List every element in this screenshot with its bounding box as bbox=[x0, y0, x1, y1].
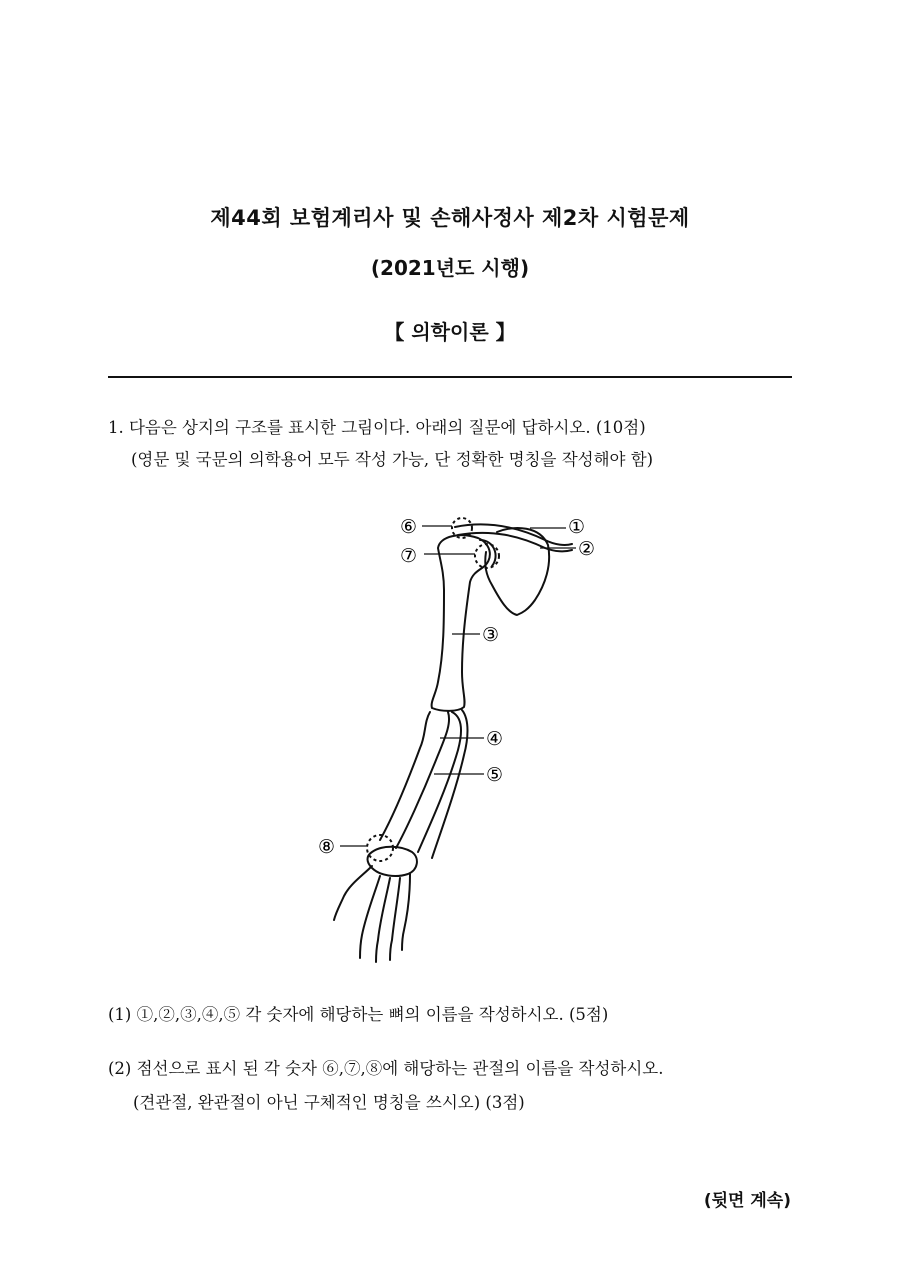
thumb-shape bbox=[334, 866, 372, 920]
question-1-prompt: 1. 다음은 상지의 구조를 표시한 그림이다. 아래의 질문에 답하시오. (10점) bbox=[108, 418, 646, 437]
finger-3-shape bbox=[390, 878, 400, 960]
ulna-shape bbox=[380, 712, 449, 848]
figure-label-1: ① bbox=[568, 516, 586, 538]
finger-2-shape bbox=[376, 878, 390, 962]
figure-label-2: ② bbox=[578, 538, 596, 560]
exam-title: 제44회 보험계리사 및 손해사정사 제2차 시험문제 bbox=[210, 206, 690, 230]
subquestion-2-note: (견관절, 완관절이 아닌 구체적인 명칭을 쓰시오) (3점) bbox=[133, 1093, 525, 1112]
figure-label-4: ④ bbox=[486, 728, 504, 750]
scapula-shape bbox=[485, 528, 549, 615]
exam-year: (2021년도 시행) bbox=[370, 256, 530, 280]
figure-label-3: ③ bbox=[482, 624, 500, 646]
figure-label-6: ⑥ bbox=[400, 516, 418, 538]
figure-label-8: ⑧ bbox=[318, 836, 336, 858]
finger-4-shape bbox=[402, 874, 410, 950]
carpal-bones-shape bbox=[368, 847, 417, 876]
subject-title: 【 의학이론 】 bbox=[384, 320, 516, 344]
question-1-note: (영문 및 국문의 의학용어 모두 작성 가능, 단 정확한 명칭을 작성해야 함) bbox=[131, 450, 654, 469]
subquestion-1: (1) ①,②,③,④,⑤ 각 숫자에 해당하는 뼈의 이름을 작성하시오. (5점) bbox=[108, 1005, 609, 1024]
subquestion-2: (2) 점선으로 표시 된 각 숫자 ⑥,⑦,⑧에 해당하는 관절의 이름을 작성하시오. bbox=[108, 1059, 664, 1078]
continued-label: (뒷면 계속) bbox=[703, 1191, 791, 1211]
figure-label-7: ⑦ bbox=[400, 545, 418, 567]
figure-label-5: ⑤ bbox=[486, 764, 504, 786]
